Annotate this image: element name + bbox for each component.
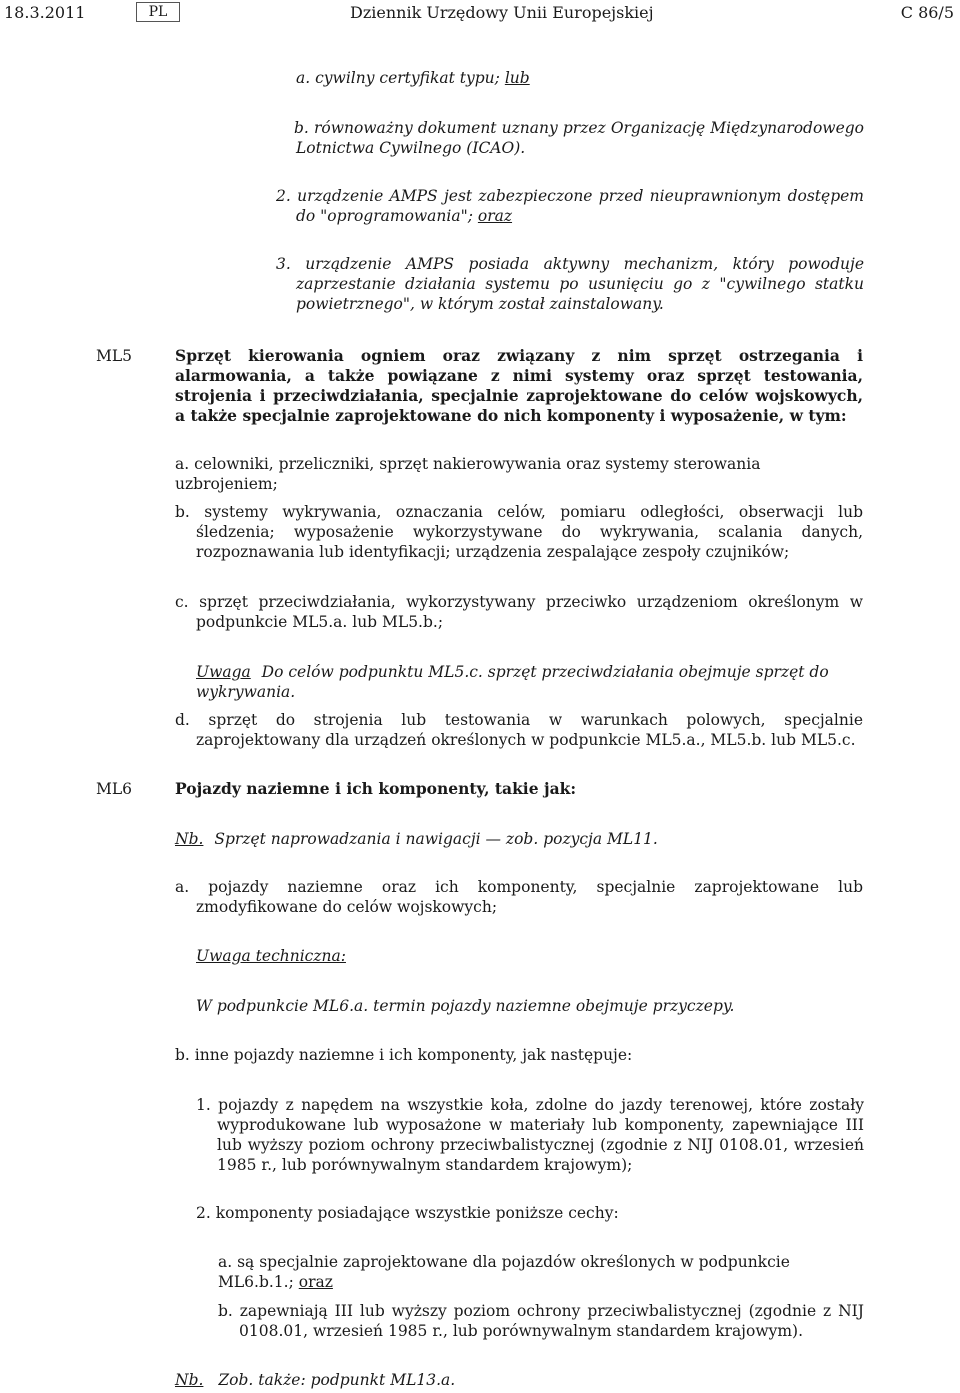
- nb-text-2: Zob. także: podpunkt ML13.a.: [218, 1371, 456, 1389]
- note-text: Do celów podpunktu ML5.c. sprzęt przeciwdziałania obejmuje sprzęt do wykrywania.: [196, 663, 829, 701]
- link-oraz-2: oraz: [298, 1273, 333, 1291]
- ml6-nb-guidance: [175, 829, 865, 849]
- link-lub: lub: [504, 69, 530, 87]
- publication-date: 18.3.2011: [4, 3, 86, 22]
- ml6-nb-see-also: [175, 1370, 865, 1390]
- journal-title: Dziennik Urzędowy Unii Europejskiej: [350, 3, 654, 22]
- ml6-item-a: a. pojazdy naziemne oraz ich komponenty, specjalnie zaprojektowane lub zmodyfikowane do celów wojskowych;: [175, 878, 863, 916]
- technical-note-label: Uwaga techniczna:: [196, 947, 346, 965]
- ml6-heading: Pojazdy naziemne i ich komponenty, takie jak:: [175, 779, 577, 798]
- nb-label-2: Nb.: [175, 1371, 204, 1389]
- ml5-item-a: a. celowniki, przeliczniki, sprzęt nakierowywania oraz systemy sterowania uzbrojeniem;: [175, 455, 761, 493]
- ml6-item-b: b. inne pojazdy naziemne i ich komponenty, jak następuje:: [175, 1046, 633, 1064]
- page-header: [0, 0, 960, 30]
- note-label: Uwaga: [196, 663, 251, 681]
- language-badge: PL: [136, 2, 180, 22]
- item-a-certificate: a. cywilny certyfikat typu; lub: [296, 69, 530, 87]
- technical-note-text: W podpunkcie ML6.a. termin pojazdy naziemne obejmuje przyczepy.: [196, 997, 735, 1015]
- link-oraz: oraz: [477, 207, 513, 225]
- item-3-amps-mechanism: 3. urządzenie AMPS posiada aktywny mechanizm, który powoduje zaprzestanie działania systemu po usunięciu go z "cywilnego statku powietrznego", w którym został zainstalowany.: [276, 255, 864, 313]
- ml6-item-b2: 2. komponenty posiadające wszystkie poniższe cechy:: [196, 1204, 619, 1222]
- ml6-item-b1: 1. pojazdy z napędem na wszystkie koła, zdolne do jazdy terenowej, które zostały wyprodukowane lub wyposażone w materiały lub komponenty, zapewniające III lub wyższy poziom ochrony przeciwbalistycznej (zgodnie z NIJ 0108.01, wrzesień 1985 r., lub porównywalnym standardem krajowym);: [196, 1096, 864, 1174]
- nb-label: Nb.: [175, 830, 204, 848]
- section-code-ml5: ML5: [96, 347, 133, 365]
- item-b-equivalent-document: b. równoważny dokument uznany przez Organizację Międzynarodowego Lotnictwa Cywilnego (ICAO).: [294, 119, 864, 157]
- ml6-item-b2b: b. zapewniają III lub wyższy poziom ochrony przeciwbalistycznej (zgodnie z NIJ 0108.01, wrzesień 1985 r., lub porównywalnym standardem krajowym).: [218, 1302, 864, 1340]
- ml5-note: [196, 662, 866, 702]
- ml5-item-d: d. sprzęt do strojenia lub testowania w warunkach polowych, specjalnie zaprojektowany dla urządzeń określonych w podpunkcie ML5.a., ML5.b. lub ML5.c.: [175, 711, 863, 749]
- page-number: C 86/5: [900, 3, 954, 22]
- ml5-item-b: b. systemy wykrywania, oznaczania celów, pomiaru odległości, obserwacji lub śledzenia; wyposażenie wykorzystywane do wykrywania, scalania danych, rozpoznawania lub identyfikacji; urządzenia zespalające zespoły czujników;: [175, 503, 863, 561]
- nb-text: Sprzęt naprowadzania i nawigacji — zob. pozycja ML11.: [214, 830, 658, 848]
- section-code-ml6: ML6: [96, 780, 133, 798]
- ml6-item-b2a: a. są specjalnie zaprojektowane dla pojazdów określonych w podpunkcie ML6.b.1.; oraz: [218, 1253, 790, 1291]
- item-2-amps-protected: 2. urządzenie AMPS jest zabezpieczone przed nieuprawnionym dostępem do "oprogramowania"; oraz: [276, 187, 864, 225]
- ml5-item-c: c. sprzęt przeciwdziałania, wykorzystywany przeciwko urządzeniom określonym w podpunkcie ML5.a. lub ML5.b.;: [175, 593, 863, 631]
- ml5-heading: Sprzęt kierowania ogniem oraz związany z nim sprzęt ostrzegania i alarmowania, a także powiązane z nimi systemy oraz sprzęt testowania, strojenia i przeciwdziałania, specjalnie zaprojektowane do celów wojskowych, a także specjalnie zaprojektowane do nich komponenty i wyposażenie, w tym:: [175, 346, 863, 425]
